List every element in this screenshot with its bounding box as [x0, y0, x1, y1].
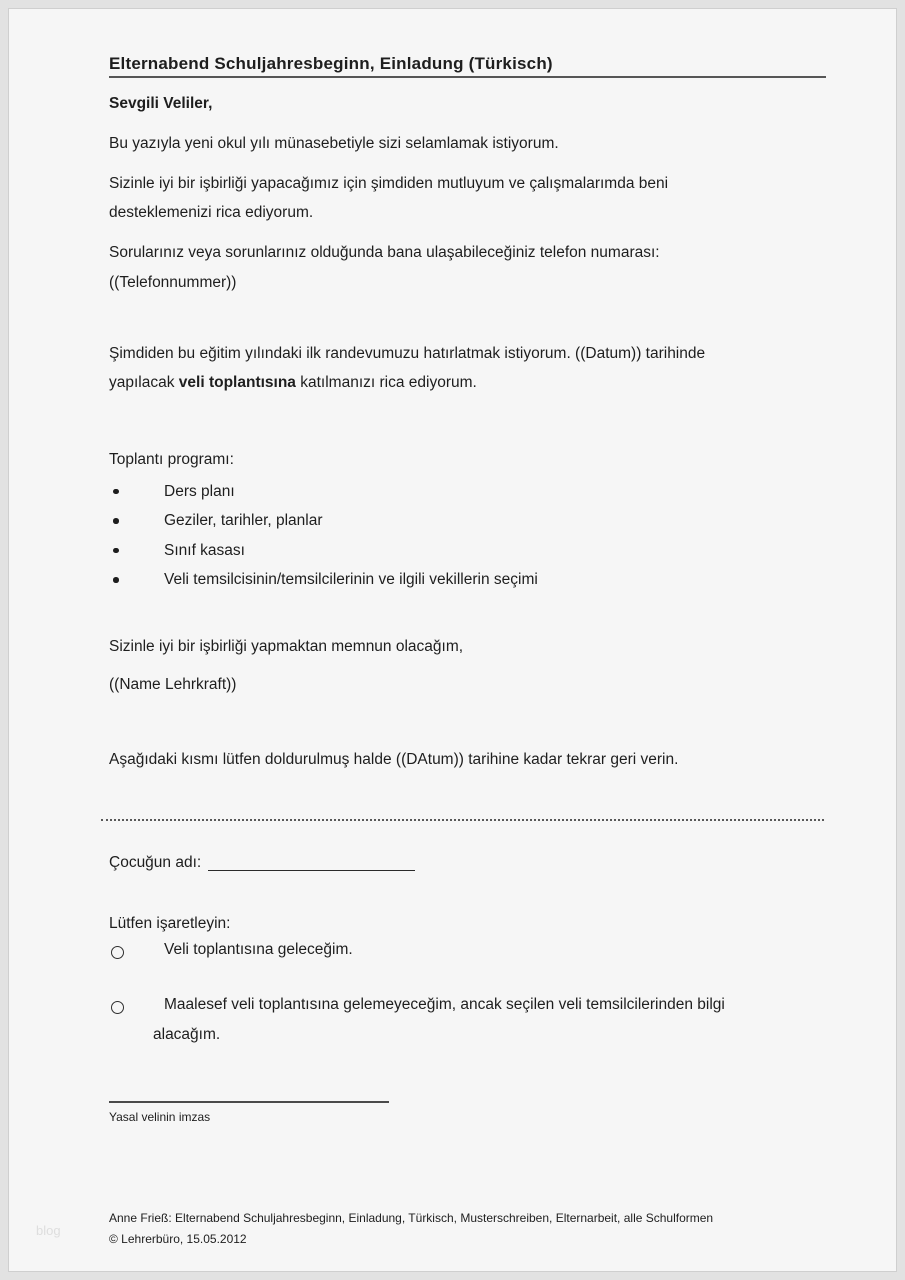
footer-copyright: © Lehrerbüro, 15.05.2012: [109, 1232, 247, 1246]
agenda-item-label: Sınıf kasası: [164, 541, 245, 559]
agenda-item: [109, 506, 826, 536]
phone-placeholder: ((Telefonnummer)): [109, 273, 237, 291]
reminder-line2-post: katılmanızı rica ediyorum.: [295, 374, 477, 391]
child-name-label: Çocuğun adı:: [109, 854, 202, 871]
bullet-icon: [113, 518, 119, 524]
paragraph-intro: Bu yazıyla yeni okul yılı münasebetiyle sizi selamlamak istiyorum.: [109, 134, 559, 152]
teacher-name-placeholder: ((Name Lehrkraft)): [109, 676, 237, 693]
bullet-icon: [113, 489, 119, 495]
watermark: blog: [36, 1223, 61, 1238]
reminder-line1: Şimdiden bu eğitim yılındaki ilk randevumuzu hatırlatmak istiyorum. ((Datum)) tarihinde: [109, 344, 706, 362]
cut-line-divider: [101, 819, 824, 821]
mark-label: Lütfen işaretleyin:: [109, 915, 231, 932]
phone-line1: Sorularınız veya sorunlarınız olduğunda bana ulaşabileceğiniz telefon numarası:: [109, 244, 660, 261]
footer-credit: Anne Frieß: Elternabend Schuljahresbeginn, Einladung, Türkisch, Musterschreiben, Elternarbeit, alle Schulformen: [109, 1211, 714, 1225]
reminder-line2-pre: yapılacak: [109, 374, 179, 391]
option-attend-label: Veli toplantısına geleceğim.: [164, 941, 353, 958]
option-decline-line2: alacağım.: [153, 1025, 221, 1043]
option-decline-line1: Maalesef veli toplantısına gelemeyeceğim, ancak seçilen veli temsilcilerinden bilgi: [164, 996, 725, 1013]
option-decline-label: [153, 990, 826, 1049]
child-name-fill-line[interactable]: [208, 870, 415, 871]
signature-caption: Yasal velinin imzas: [109, 1109, 211, 1124]
bullet-icon: [113, 548, 119, 554]
cooperation-line1: Sizinle iyi bir işbirliği yapacağımız için şimdiden mutluyum ve çalışmalarımda beni: [109, 174, 669, 192]
closing-line: Sizinle iyi bir işbirliği yapmaktan memnun olacağım,: [109, 638, 464, 655]
paragraph-cooperation: [109, 169, 826, 228]
agenda-item: [109, 536, 826, 566]
paragraph-phone: [109, 238, 826, 297]
radio-option-attend[interactable]: [109, 935, 826, 965]
child-name-row: [109, 848, 826, 878]
signature-line[interactable]: [109, 1101, 389, 1103]
radio-circle-icon[interactable]: [111, 946, 124, 959]
radio-circle-icon[interactable]: [111, 1001, 124, 1014]
agenda-item: [109, 565, 826, 595]
agenda-item-label: Ders planı: [164, 482, 235, 500]
agenda-label: Toplantı programı:: [109, 451, 234, 468]
cooperation-line2: desteklemenizi rica ediyorum.: [109, 204, 314, 221]
radio-option-decline[interactable]: [109, 990, 826, 1049]
document-page: [8, 8, 897, 1272]
return-note: Aşağıdaki kısmı lütfen doldurulmuş halde ((DAtum)) tarihine kadar tekrar geri verin.: [109, 751, 679, 768]
agenda-item-label: Geziler, tarihler, planlar: [164, 512, 323, 529]
paragraph-reminder: [109, 339, 826, 398]
agenda-list: [109, 477, 826, 595]
document-content: [9, 9, 896, 1246]
agenda-item: [109, 477, 826, 507]
greeting: Sevgili Veliler,: [109, 94, 213, 112]
reminder-bold-phrase: veli toplantısına: [178, 374, 296, 391]
agenda-item-label: Veli temsilcisinin/temsilcilerinin ve ilgili vekillerin seçimi: [164, 571, 538, 588]
page-title: Elternabend Schuljahresbeginn, Einladung (Türkisch): [109, 54, 826, 78]
bullet-icon: [113, 577, 119, 583]
